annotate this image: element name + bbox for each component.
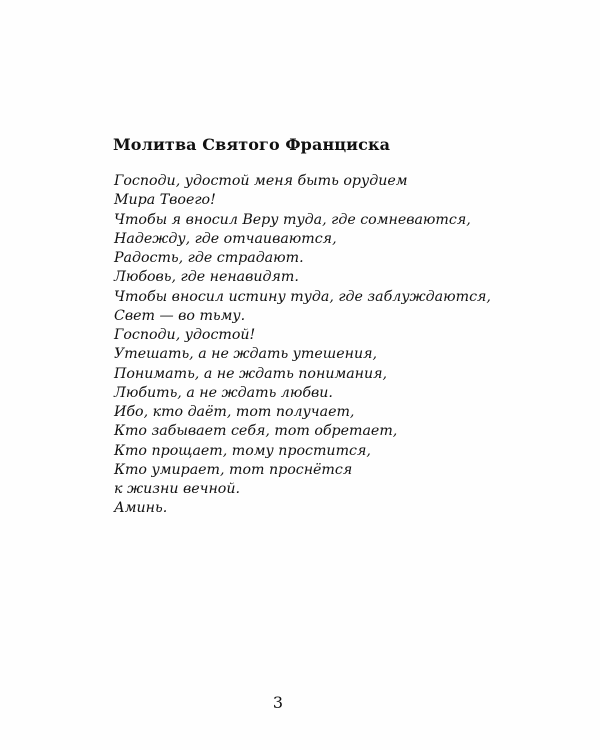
- prayer-line: Чтобы вносил истину туда, где заблуждаются,: [114, 288, 491, 305]
- prayer-line: Мира Твоего!: [114, 192, 216, 209]
- prayer-line: Радость, где страдают.: [114, 250, 304, 266]
- prayer-line: Утешать, а не ждать утешения,: [114, 346, 377, 363]
- page-number: 3: [272, 693, 284, 712]
- prayer-line: Кто забывает себя, тот обретает,: [114, 423, 398, 440]
- prayer-text: [114, 172, 491, 519]
- prayer-line: Господи, удостой!: [114, 327, 256, 343]
- prayer-line: Господи, удостой меня быть орудием: [114, 173, 408, 189]
- prayer-line: к жизни вечной.: [114, 481, 240, 497]
- prayer-line: Понимать, а не ждать понимания,: [114, 365, 388, 382]
- prayer-line: Свет — во тьму.: [114, 307, 246, 324]
- prayer-line: Кто прощает, тому простится,: [114, 442, 371, 459]
- prayer-line: Любовь, где ненавидят.: [114, 269, 299, 286]
- prayer-line: Ибо, кто даёт, тот получает,: [114, 404, 355, 420]
- prayer-line: Надежду, где отчаиваются,: [114, 230, 337, 247]
- prayer-title: Молитва Святого Франциска: [113, 135, 391, 154]
- prayer-line: Аминь.: [114, 500, 168, 517]
- prayer-line: Любить, а не ждать любви.: [114, 384, 333, 401]
- prayer-line: Чтобы я вносил Веру туда, где сомневаются,: [114, 211, 471, 228]
- prayer-line: Кто умирает, тот проснётся: [114, 461, 353, 478]
